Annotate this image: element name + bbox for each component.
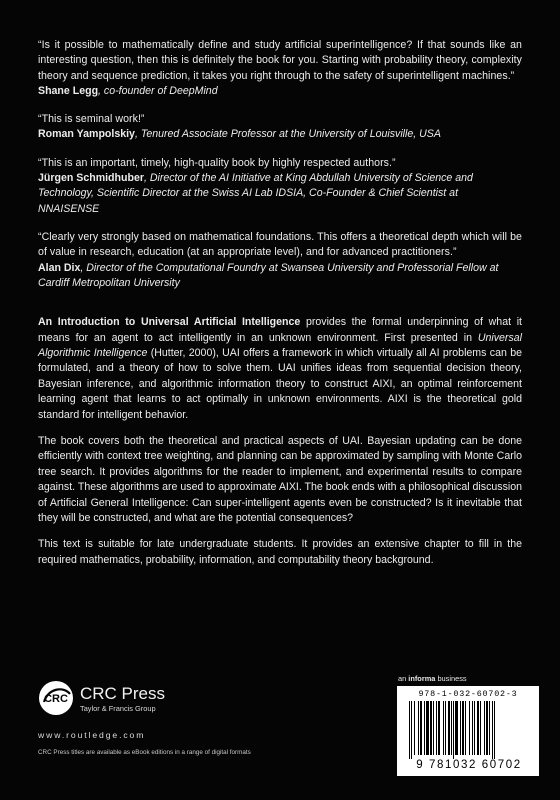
barcode-bar	[484, 701, 485, 755]
endorsement-legg	[38, 38, 522, 99]
endorser-name: Shane Legg	[38, 84, 99, 97]
publisher-group: Taylor & Francis Group	[80, 704, 156, 713]
endorsement-quote: “This is seminal work!”	[38, 113, 145, 126]
ebook-note: CRC Press titles are available as eBook editions in a range of digital formats	[38, 749, 251, 756]
barcode-bar	[460, 701, 461, 755]
publisher-name: CRC Press	[80, 684, 166, 703]
description-paragraph-3: This text is suitable for late undergraduate students. It provides an extensive chapter to fill in the required mathematics, probability, information, and computability theory background.	[38, 538, 522, 566]
barcode-bar	[443, 701, 444, 755]
endorser-name: Alan Dix	[38, 261, 81, 274]
informa-business-label: an informa business	[398, 674, 467, 683]
barcode-bar	[438, 701, 440, 755]
publisher-website: www.routledge.com	[38, 730, 146, 740]
book-description	[38, 315, 522, 568]
book-title: An Introduction to Universal Artificial Intelligence	[38, 316, 301, 329]
endorsement-attribution	[38, 127, 522, 142]
barcode-bar	[448, 701, 450, 755]
endorser-affiliation: , co-founder of DeepMind	[98, 84, 218, 97]
barcode-bar	[474, 701, 475, 755]
barcode-bar	[430, 701, 432, 755]
endorsement-schmidhuber	[38, 156, 522, 217]
endorsement-yampolskiy	[38, 112, 522, 143]
barcode-bar	[418, 701, 419, 755]
barcode-bar	[433, 701, 434, 755]
barcode-bar	[472, 701, 473, 755]
barcode-bar	[453, 701, 454, 759]
isbn-number: 978-1-032-60702-3	[418, 689, 518, 699]
endorsement-attribution	[38, 261, 522, 292]
barcode-bar	[411, 701, 412, 759]
endorsement-attribution	[38, 171, 522, 217]
informa-brand: informa	[408, 674, 436, 683]
barcode-bar	[436, 701, 437, 755]
crc-logo-text: CRC	[44, 693, 68, 705]
barcode-bar	[451, 701, 452, 755]
endorser-name: Roman Yampolskiy	[38, 128, 135, 141]
endorsement-quote: “Is it possible to mathematically define and study artificial superintelligence? If that sounds like an interesting question, then this is definitely the book for you. Starting with probability theory, complexity theory and sequence prediction, it takes you right through to the safety of superintelligent machines.”	[38, 39, 522, 82]
barcode-bars	[407, 701, 529, 759]
endorsement-quote: “This is an important, timely, high-quality book by highly respected authors.”	[38, 156, 396, 169]
barcode-bar	[469, 701, 470, 755]
barcode-bar	[480, 701, 481, 755]
barcode-bar	[477, 701, 479, 755]
crc-logo-icon	[38, 680, 74, 716]
endorsement-dix	[38, 230, 522, 291]
endorsement-attribution	[38, 84, 522, 99]
endorser-affiliation: , Tenured Associate Professor at the University of Louisville, USA	[134, 128, 441, 141]
barcode-bar	[486, 701, 488, 755]
cited-work-title: Universal Algorithmic Intelligence	[38, 331, 522, 359]
back-cover-content	[38, 38, 522, 579]
barcode-bar	[455, 701, 458, 755]
barcode-bar	[445, 701, 446, 755]
endorser-name: Jürgen Schmidhuber	[38, 172, 144, 185]
barcode-bar	[409, 701, 410, 759]
endorser-affiliation: , Director of the AI Initiative at King Abdullah University of Science and Technology, Scientific Director at the Swiss AI Lab IDSIA, Co-Founder & Chief Scientist at NNAISENSE	[38, 172, 473, 215]
barcode-bar	[494, 701, 495, 759]
description-paragraph-2: The book covers both the theoretical and practical aspects of UAI. Bayesian updating can be done efficiently with context tree weighting, and planning can be approximated by sampling with Monte Carlo tree search. It provides algorithms for the reader to implement, and experimental results to compare against. These algorithms are used to approximate AIXI. The book ends with a philosophical discussion of Artificial General Intelligence: Can super-intelligent agents even be constructed? Is it inevitable that they will be constructed, and what are the potential consequences?	[38, 435, 522, 525]
barcode-bar	[489, 701, 490, 755]
barcode-bar	[424, 701, 425, 755]
ean-digits: 9 781032 60702	[416, 759, 522, 771]
isbn-barcode	[397, 686, 539, 776]
barcode-bar	[492, 701, 493, 759]
barcode-bar	[420, 701, 422, 755]
description-paragraph-1: An Introduction to Universal Artificial Intelligence provides the formal underpinning of what it means for an agent to act intelligently in an unknown environment. First presented in Universal Algorithmic Intelligence (Hutter, 2000), UAI offers a framework in which virtually all AI problems can be formulated, and a theory of how to solve them. UAI unifies ideas from sequential decision theory, Bayesian inference, and algorithmic information theory to construct AIXI, an optimal reinforcement learning agent that learns to act optimally in unknown environments. AIXI is the theoretical gold standard for intelligent behavior.	[38, 316, 523, 421]
endorser-affiliation: , Director of the Computational Foundry at Swansea University and Professorial Fellow at Cardiff Metropolitan University	[38, 261, 499, 289]
endorsement-quote: “Clearly very strongly based on mathematical foundations. This offers a theoretical depth which will be of value in research, education (at an appropriate level), and for advanced practitioners.”	[38, 230, 522, 259]
barcode-bar	[462, 701, 464, 755]
barcode-bar	[414, 701, 415, 755]
barcode-bar	[426, 701, 429, 755]
barcode-bar	[465, 701, 466, 755]
